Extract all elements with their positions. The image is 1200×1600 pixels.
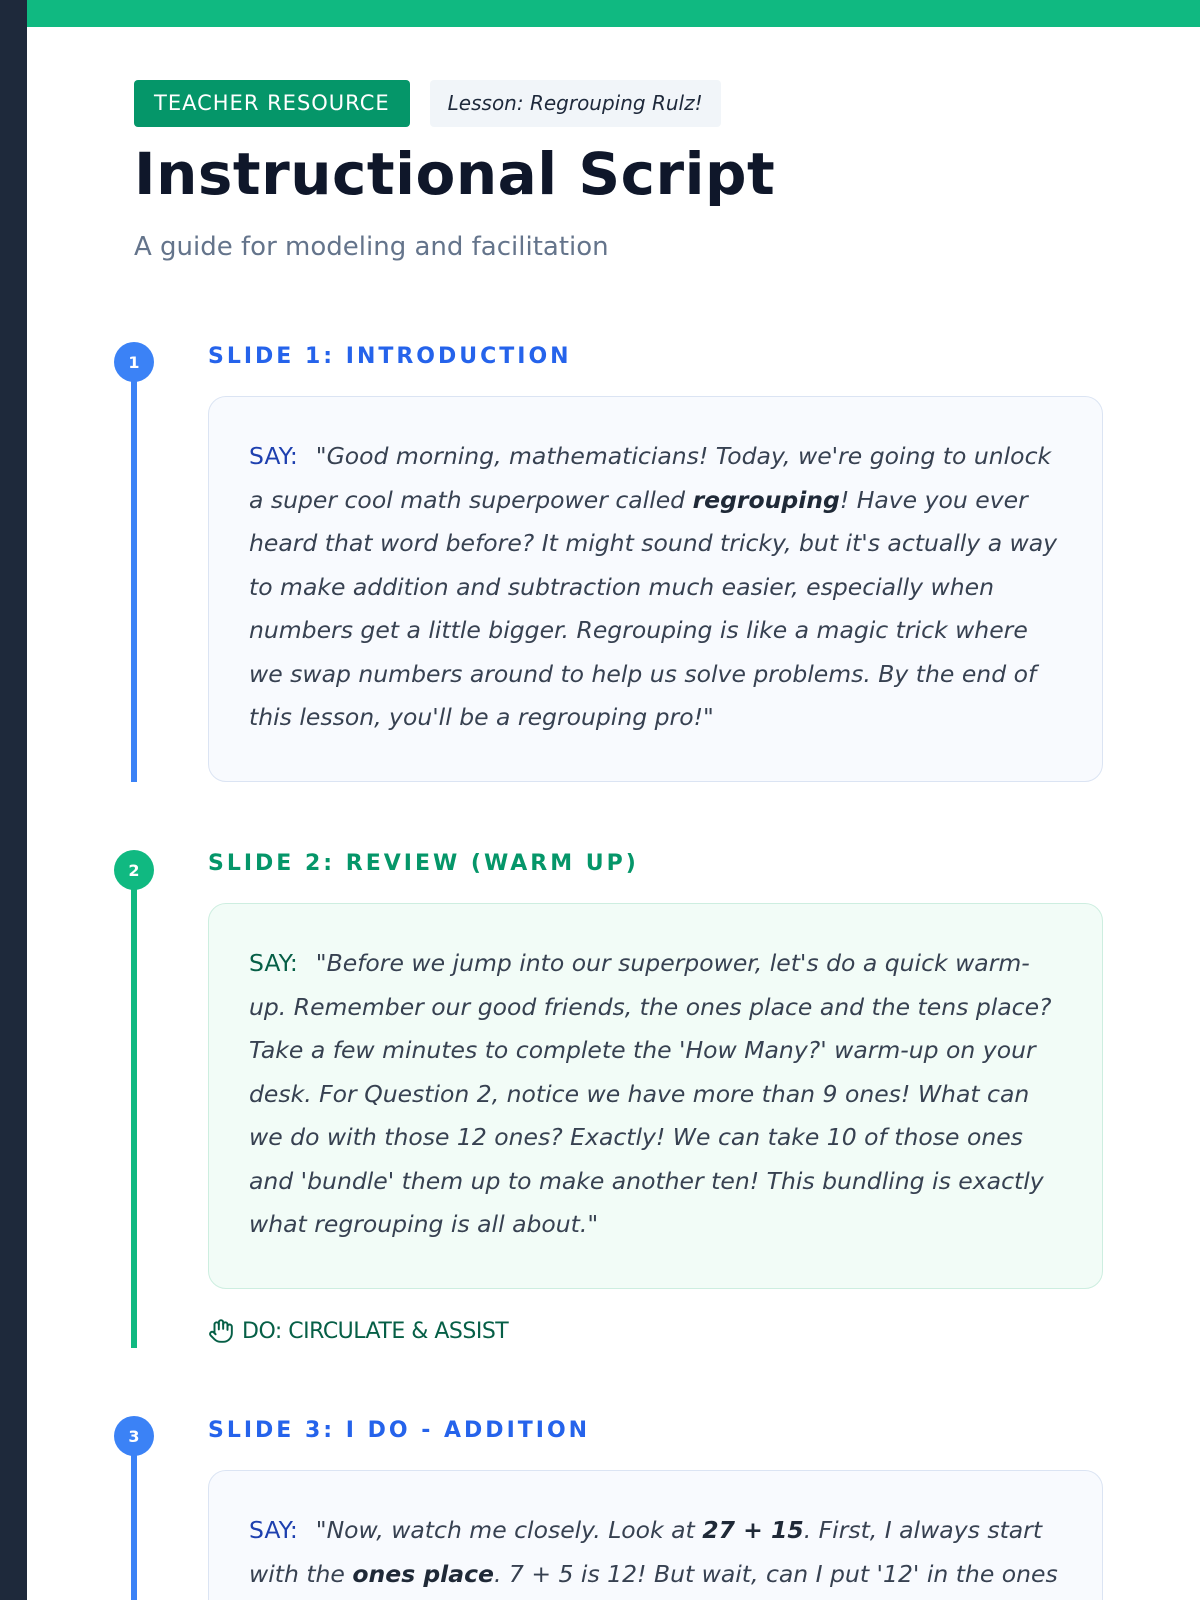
say-text: "Before we jump into our superpower, let's do a quick warm-up. Remember our good friends, the ones place and the tens place? Take a few minutes to complete the 'How Many?' warm-up on your desk. For Question 2, notice we have more than 9 ones! What can we do with those 12 ones? Exactly! We can take 10 of those ones and 'bundle' them up to make another ten! This bundling is exactly what regrouping is all about." [249,949,1052,1238]
timeline-line-slide-2 [131,877,137,1348]
timeline-line-slide-1 [131,370,137,782]
header-badges [134,80,721,127]
do-label: DO: CIRCULATE & ASSIST [242,1318,509,1344]
teacher-resource-badge: TEACHER RESOURCE [134,80,410,127]
do-instruction [208,1318,508,1344]
slide-3-say-box [208,1470,1103,1600]
say-label: SAY: [249,442,298,470]
slide-2-heading: SLIDE 2: REVIEW (WARM UP) [208,851,639,876]
top-accent-bar [27,0,1200,27]
page-subtitle: A guide for modeling and facilitation [134,232,609,262]
say-label: SAY: [249,1516,298,1544]
document-page [27,0,1200,1600]
step-number-3: 3 [114,1416,154,1456]
step-number-1: 1 [114,342,154,382]
timeline-line-slide-3 [131,1436,137,1600]
slide-1-say-box [208,396,1103,782]
step-number-2: 2 [114,850,154,890]
slide-2-say-box [208,903,1103,1289]
lesson-badge: Lesson: Regrouping Rulz! [430,80,721,127]
slide-1-heading: SLIDE 1: INTRODUCTION [208,344,572,369]
page-title: Instructional Script [134,140,776,208]
say-label: SAY: [249,949,298,977]
slide-3-heading: SLIDE 3: I DO - ADDITION [208,1418,591,1443]
say-text: "Now, watch me closely. Look at 27 + 15. First, I always start with the ones place. 7 + 5 is 12! But wait, can I put '12' in the ones [249,1516,1058,1588]
say-text: "Good morning, mathematicians! Today, we're going to unlock a super cool math superpower called regrouping! Have you ever heard that word before? It might sound tricky, but it's actually a way to make addition and subtraction much easier, especially when numbers get a little bigger. Regrouping is like a magic trick where we swap numbers around to help us solve problems. By the end of this lesson, you'll be a regrouping pro!" [249,442,1058,731]
hand-icon [208,1318,234,1344]
